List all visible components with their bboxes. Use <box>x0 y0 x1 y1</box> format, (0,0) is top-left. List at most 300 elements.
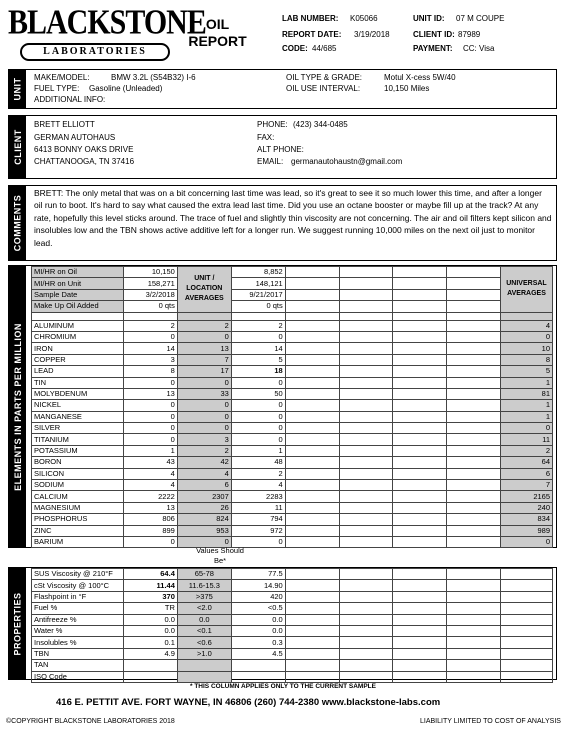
phone-label: PHONE: <box>257 120 288 129</box>
element-current: 13 <box>123 388 177 399</box>
empty-cell <box>393 569 447 580</box>
empty-cell <box>447 388 501 399</box>
element-universal: 0 <box>500 536 552 547</box>
spacer-cell <box>231 312 285 320</box>
empty-cell <box>285 580 339 591</box>
empty-cell <box>339 603 393 614</box>
element-name: TITANIUM <box>32 434 124 445</box>
empty-cell <box>393 388 447 399</box>
elements-table <box>31 266 553 548</box>
element-prev: 972 <box>231 525 285 536</box>
comments-text: BRETT: The only metal that was on a bit concerning last time was lead, so it's great to see it so much lower this time, and after a longer oil run to boot. It's hard to say what caused the extra lead last time. Did you use an octane booster or maybe fill up at the track? At any rate, hopefully this level sticks around. The trace of fuel and slightly thin viscosity are not concerning. The air and oil filters kept silicon and insolubles low and the TBN shows active additive left for a longer run. We suggest running 10,000 miles on the next oil just to monitor lead. <box>34 188 552 248</box>
empty-cell <box>339 377 393 388</box>
empty-cell <box>393 660 447 671</box>
empty-cell <box>393 491 447 502</box>
email-label: EMAIL: <box>257 157 284 166</box>
property-prev: 420 <box>231 591 285 602</box>
empty-cell <box>285 614 339 625</box>
fax-label: FAX: <box>257 133 275 142</box>
element-avg: 953 <box>177 525 231 536</box>
element-universal: 5 <box>500 366 552 377</box>
blackstone-logo <box>8 3 206 62</box>
element-prev: 14 <box>231 343 285 354</box>
empty-cell <box>501 580 553 591</box>
empty-cell <box>285 525 339 536</box>
element-current: 0 <box>123 536 177 547</box>
element-name: COPPER <box>32 354 124 365</box>
element-universal: 834 <box>500 514 552 525</box>
property-should-be: >375 <box>177 591 231 602</box>
values-should-be-header: Values Should Be* <box>196 546 244 565</box>
empty-cell <box>339 660 393 671</box>
info-row <box>32 278 553 289</box>
property-name: Insolubles % <box>32 637 124 648</box>
element-row <box>32 525 553 536</box>
info-label: MI/HR on Unit <box>32 278 124 289</box>
empty-cell <box>339 354 393 365</box>
element-name: POTASSIUM <box>32 445 124 456</box>
element-row <box>32 331 553 342</box>
empty-cell <box>393 580 447 591</box>
empty-cell <box>339 525 393 536</box>
element-prev: 4 <box>231 480 285 491</box>
element-row <box>32 366 553 377</box>
empty-cell <box>393 320 447 331</box>
element-row <box>32 480 553 491</box>
oil-interval-label: OIL USE INTERVAL: <box>286 84 361 93</box>
empty-cell <box>285 569 339 580</box>
report-date-label: REPORT DATE: <box>282 30 342 39</box>
empty-cell <box>285 411 339 422</box>
empty-cell <box>447 377 501 388</box>
element-current: 13 <box>123 502 177 513</box>
element-avg: 17 <box>177 366 231 377</box>
empty-cell <box>339 343 393 354</box>
element-universal: 7 <box>500 480 552 491</box>
property-current: 4.9 <box>123 648 177 659</box>
code-value: 44/685 <box>312 44 337 53</box>
spacer-cell <box>177 312 231 320</box>
footer-address: 416 E. PETTIT AVE. FORT WAYNE, IN 46806 (260) 744-2380 www.blackstone-labs.com <box>56 697 441 708</box>
client-city: CHATTANOOGA, TN 37416 <box>34 157 135 166</box>
client-sidebar: CLIENT <box>9 116 26 178</box>
empty-cell <box>285 625 339 636</box>
empty-cell <box>393 671 447 682</box>
client-address: 6413 BONNY OAKS DRIVE <box>34 145 134 154</box>
empty-cell <box>285 400 339 411</box>
empty-cell <box>393 457 447 468</box>
logo-subtitle: LABORATORIES <box>20 43 170 61</box>
client-company: GERMAN AUTOHAUS <box>34 133 116 142</box>
code-label: CODE: <box>282 44 308 53</box>
property-name: TBN <box>32 648 124 659</box>
empty-cell <box>447 400 501 411</box>
element-current: 0 <box>123 423 177 434</box>
client-id-label: CLIENT ID: <box>413 30 455 39</box>
empty-cell <box>339 388 393 399</box>
info-label: Make Up Oil Added <box>32 301 124 312</box>
element-name: PHOSPHORUS <box>32 514 124 525</box>
property-name: cSt Viscosity @ 100°C <box>32 580 124 591</box>
element-avg: 6 <box>177 480 231 491</box>
property-prev: 0.3 <box>231 637 285 648</box>
empty-cell <box>393 289 447 300</box>
property-row <box>32 569 553 580</box>
empty-cell <box>339 614 393 625</box>
element-name: CHROMIUM <box>32 331 124 342</box>
property-prev: 4.5 <box>231 648 285 659</box>
empty-cell <box>285 480 339 491</box>
info-label: Sample Date <box>32 289 124 300</box>
element-avg: 0 <box>177 331 231 342</box>
element-row <box>32 411 553 422</box>
property-name: TAN <box>32 660 124 671</box>
property-should-be: >1.0 <box>177 648 231 659</box>
property-current: 370 <box>123 591 177 602</box>
element-name: BARIUM <box>32 536 124 547</box>
element-row <box>32 502 553 513</box>
empty-cell <box>393 637 447 648</box>
email: germanautohaustn@gmail.com <box>291 157 403 166</box>
empty-cell <box>447 301 501 312</box>
element-avg: 4 <box>177 468 231 479</box>
element-universal: 1 <box>500 400 552 411</box>
element-universal: 64 <box>500 457 552 468</box>
title-line-1: OIL <box>205 16 230 32</box>
empty-cell <box>393 536 447 547</box>
empty-cell <box>447 502 501 513</box>
property-row <box>32 614 553 625</box>
empty-cell <box>447 580 501 591</box>
empty-cell <box>447 468 501 479</box>
empty-cell <box>393 278 447 289</box>
property-should-be <box>177 660 231 671</box>
lab-number: K05066 <box>350 14 378 23</box>
element-name: MAGNESIUM <box>32 502 124 513</box>
empty-cell <box>339 671 393 682</box>
empty-cell <box>501 671 553 682</box>
empty-cell <box>501 660 553 671</box>
element-current: 0 <box>123 400 177 411</box>
element-prev: 0 <box>231 434 285 445</box>
property-row <box>32 671 553 682</box>
element-prev: 1 <box>231 445 285 456</box>
property-should-be: <0.1 <box>177 625 231 636</box>
element-row <box>32 468 553 479</box>
element-prev: 0 <box>231 331 285 342</box>
spacer-cell <box>339 312 393 320</box>
spacer-cell <box>285 312 339 320</box>
element-name: IRON <box>32 343 124 354</box>
lab-number-label: LAB NUMBER: <box>282 14 339 23</box>
elements-section <box>8 265 557 548</box>
element-row <box>32 423 553 434</box>
additional-info-label: ADDITIONAL INFO: <box>34 95 106 104</box>
empty-cell <box>285 354 339 365</box>
empty-cell <box>393 400 447 411</box>
element-row <box>32 343 553 354</box>
liability: LIABILITY LIMITED TO COST OF ANALYSIS <box>420 718 561 725</box>
property-should-be: <2.0 <box>177 603 231 614</box>
element-current: 0 <box>123 331 177 342</box>
empty-cell <box>285 366 339 377</box>
empty-cell <box>447 591 501 602</box>
empty-cell <box>339 569 393 580</box>
element-row <box>32 354 553 365</box>
empty-cell <box>447 569 501 580</box>
element-universal: 81 <box>500 388 552 399</box>
element-row <box>32 320 553 331</box>
property-prev: 0.0 <box>231 614 285 625</box>
property-should-be <box>177 671 231 682</box>
element-prev: 0 <box>231 411 285 422</box>
empty-cell <box>393 366 447 377</box>
empty-cell <box>285 289 339 300</box>
empty-cell <box>447 514 501 525</box>
property-row <box>32 591 553 602</box>
property-current: TR <box>123 603 177 614</box>
property-current: 0.1 <box>123 637 177 648</box>
client-id: 87989 <box>458 30 481 39</box>
element-avg: 42 <box>177 457 231 468</box>
property-current <box>123 671 177 682</box>
empty-cell <box>447 457 501 468</box>
empty-cell <box>339 400 393 411</box>
element-name: BORON <box>32 457 124 468</box>
element-name: SILICON <box>32 468 124 479</box>
element-row <box>32 400 553 411</box>
element-universal: 8 <box>500 354 552 365</box>
empty-cell <box>447 267 501 278</box>
element-universal: 1 <box>500 377 552 388</box>
element-avg: 26 <box>177 502 231 513</box>
empty-cell <box>339 445 393 456</box>
info-prev: 0 qts <box>231 301 285 312</box>
empty-cell <box>447 366 501 377</box>
empty-cell <box>339 267 393 278</box>
empty-cell <box>285 301 339 312</box>
empty-cell <box>447 671 501 682</box>
spacer-cell <box>447 312 501 320</box>
empty-cell <box>339 411 393 422</box>
properties-table <box>31 568 553 683</box>
payment: CC: Visa <box>463 44 495 53</box>
empty-cell <box>285 491 339 502</box>
empty-cell <box>393 377 447 388</box>
comments-sidebar: COMMENTS <box>9 186 26 260</box>
property-name: SUS Viscosity @ 210°F <box>32 569 124 580</box>
empty-cell <box>285 671 339 682</box>
element-prev: 2 <box>231 320 285 331</box>
element-current: 4 <box>123 468 177 479</box>
element-name: SILVER <box>32 423 124 434</box>
empty-cell <box>339 514 393 525</box>
property-current <box>123 660 177 671</box>
property-prev: 0.0 <box>231 625 285 636</box>
empty-cell <box>447 480 501 491</box>
copyright: ©COPYRIGHT BLACKSTONE LABORATORIES 2018 <box>6 718 175 725</box>
element-row <box>32 457 553 468</box>
oil-type: Motul X-cess 5W/40 <box>384 73 456 82</box>
element-current: 3 <box>123 354 177 365</box>
empty-cell <box>339 580 393 591</box>
empty-cell <box>393 423 447 434</box>
element-avg: 0 <box>177 411 231 422</box>
empty-cell <box>393 625 447 636</box>
empty-cell <box>339 536 393 547</box>
property-row <box>32 603 553 614</box>
property-prev: <0.5 <box>231 603 285 614</box>
element-prev: 50 <box>231 388 285 399</box>
empty-cell <box>393 648 447 659</box>
element-row <box>32 388 553 399</box>
empty-cell <box>447 525 501 536</box>
property-should-be: 65-78 <box>177 569 231 580</box>
empty-cell <box>501 603 553 614</box>
element-avg: 824 <box>177 514 231 525</box>
empty-cell <box>339 502 393 513</box>
empty-cell <box>285 267 339 278</box>
empty-cell <box>285 320 339 331</box>
element-avg: 0 <box>177 400 231 411</box>
empty-cell <box>447 648 501 659</box>
property-name: Antifreeze % <box>32 614 124 625</box>
empty-cell <box>447 536 501 547</box>
empty-cell <box>393 301 447 312</box>
element-current: 2222 <box>123 491 177 502</box>
element-universal: 2165 <box>500 491 552 502</box>
empty-cell <box>285 331 339 342</box>
element-name: LEAD <box>32 366 124 377</box>
unit-sidebar: UNIT <box>9 70 26 108</box>
info-prev: 9/21/2017 <box>231 289 285 300</box>
alt-phone-label: ALT PHONE: <box>257 145 304 154</box>
element-name: SODIUM <box>32 480 124 491</box>
property-prev: 14.90 <box>231 580 285 591</box>
empty-cell <box>501 648 553 659</box>
element-avg: 2 <box>177 320 231 331</box>
empty-cell <box>393 411 447 422</box>
element-universal: 240 <box>500 502 552 513</box>
empty-cell <box>393 468 447 479</box>
property-name: ISO Code <box>32 671 124 682</box>
element-avg: 0 <box>177 536 231 547</box>
empty-cell <box>285 468 339 479</box>
empty-cell <box>339 301 393 312</box>
empty-cell <box>339 289 393 300</box>
empty-cell <box>501 591 553 602</box>
element-universal: 2 <box>500 445 552 456</box>
empty-cell <box>393 354 447 365</box>
element-current: 4 <box>123 480 177 491</box>
payment-label: PAYMENT: <box>413 44 453 53</box>
fuel-type-label: FUEL TYPE: <box>34 84 80 93</box>
empty-cell <box>447 423 501 434</box>
element-row <box>32 434 553 445</box>
empty-cell <box>285 423 339 434</box>
universal-header: UNIVERSAL AVERAGES <box>500 267 552 313</box>
empty-cell <box>285 648 339 659</box>
spacer-cell <box>123 312 177 320</box>
element-prev: 0 <box>231 377 285 388</box>
empty-cell <box>447 278 501 289</box>
empty-cell <box>447 411 501 422</box>
element-current: 8 <box>123 366 177 377</box>
empty-cell <box>447 445 501 456</box>
empty-cell <box>393 502 447 513</box>
empty-cell <box>501 637 553 648</box>
property-should-be: <0.6 <box>177 637 231 648</box>
property-row <box>32 580 553 591</box>
empty-cell <box>339 366 393 377</box>
element-avg: 13 <box>177 343 231 354</box>
element-current: 0 <box>123 411 177 422</box>
title-line-2: REPORT <box>188 33 247 49</box>
empty-cell <box>447 343 501 354</box>
empty-cell <box>339 591 393 602</box>
element-current: 2 <box>123 320 177 331</box>
info-current: 3/2/2018 <box>123 289 177 300</box>
empty-cell <box>447 660 501 671</box>
property-current: 0.0 <box>123 625 177 636</box>
element-universal: 0 <box>500 331 552 342</box>
property-prev <box>231 671 285 682</box>
make-model: BMW 3.2L (S54B32) I-6 <box>111 73 196 82</box>
property-current: 64.4 <box>123 569 177 580</box>
element-name: MOLYBDENUM <box>32 388 124 399</box>
empty-cell <box>339 648 393 659</box>
element-name: CALCIUM <box>32 491 124 502</box>
element-universal: 4 <box>500 320 552 331</box>
empty-cell <box>393 343 447 354</box>
properties-note: * THIS COLUMN APPLIES ONLY TO THE CURRENT SAMPLE <box>190 683 376 690</box>
info-current: 10,150 <box>123 267 177 278</box>
empty-cell <box>339 320 393 331</box>
property-name: Water % <box>32 625 124 636</box>
empty-cell <box>339 468 393 479</box>
property-row <box>32 660 553 671</box>
empty-cell <box>393 331 447 342</box>
info-prev: 148,121 <box>231 278 285 289</box>
info-row <box>32 301 553 312</box>
empty-cell <box>393 603 447 614</box>
empty-cell <box>339 434 393 445</box>
info-row <box>32 267 553 278</box>
element-avg: 2 <box>177 445 231 456</box>
comments-section <box>8 185 557 261</box>
empty-cell <box>285 457 339 468</box>
empty-cell <box>285 343 339 354</box>
property-current: 11.44 <box>123 580 177 591</box>
unit-section <box>8 69 557 109</box>
element-name: ALUMINUM <box>32 320 124 331</box>
element-universal: 10 <box>500 343 552 354</box>
phone: (423) 344-0485 <box>293 120 348 129</box>
empty-cell <box>447 289 501 300</box>
empty-cell <box>447 320 501 331</box>
element-current: 0 <box>123 377 177 388</box>
element-prev: 18 <box>231 366 285 377</box>
empty-cell <box>339 480 393 491</box>
empty-cell <box>393 445 447 456</box>
oil-type-label: OIL TYPE & GRADE: <box>286 73 363 82</box>
unit-avg-header: UNIT / LOCATION AVERAGES <box>177 267 231 313</box>
info-current: 0 qts <box>123 301 177 312</box>
element-prev: 794 <box>231 514 285 525</box>
empty-cell <box>285 278 339 289</box>
property-row <box>32 625 553 636</box>
element-universal: 11 <box>500 434 552 445</box>
